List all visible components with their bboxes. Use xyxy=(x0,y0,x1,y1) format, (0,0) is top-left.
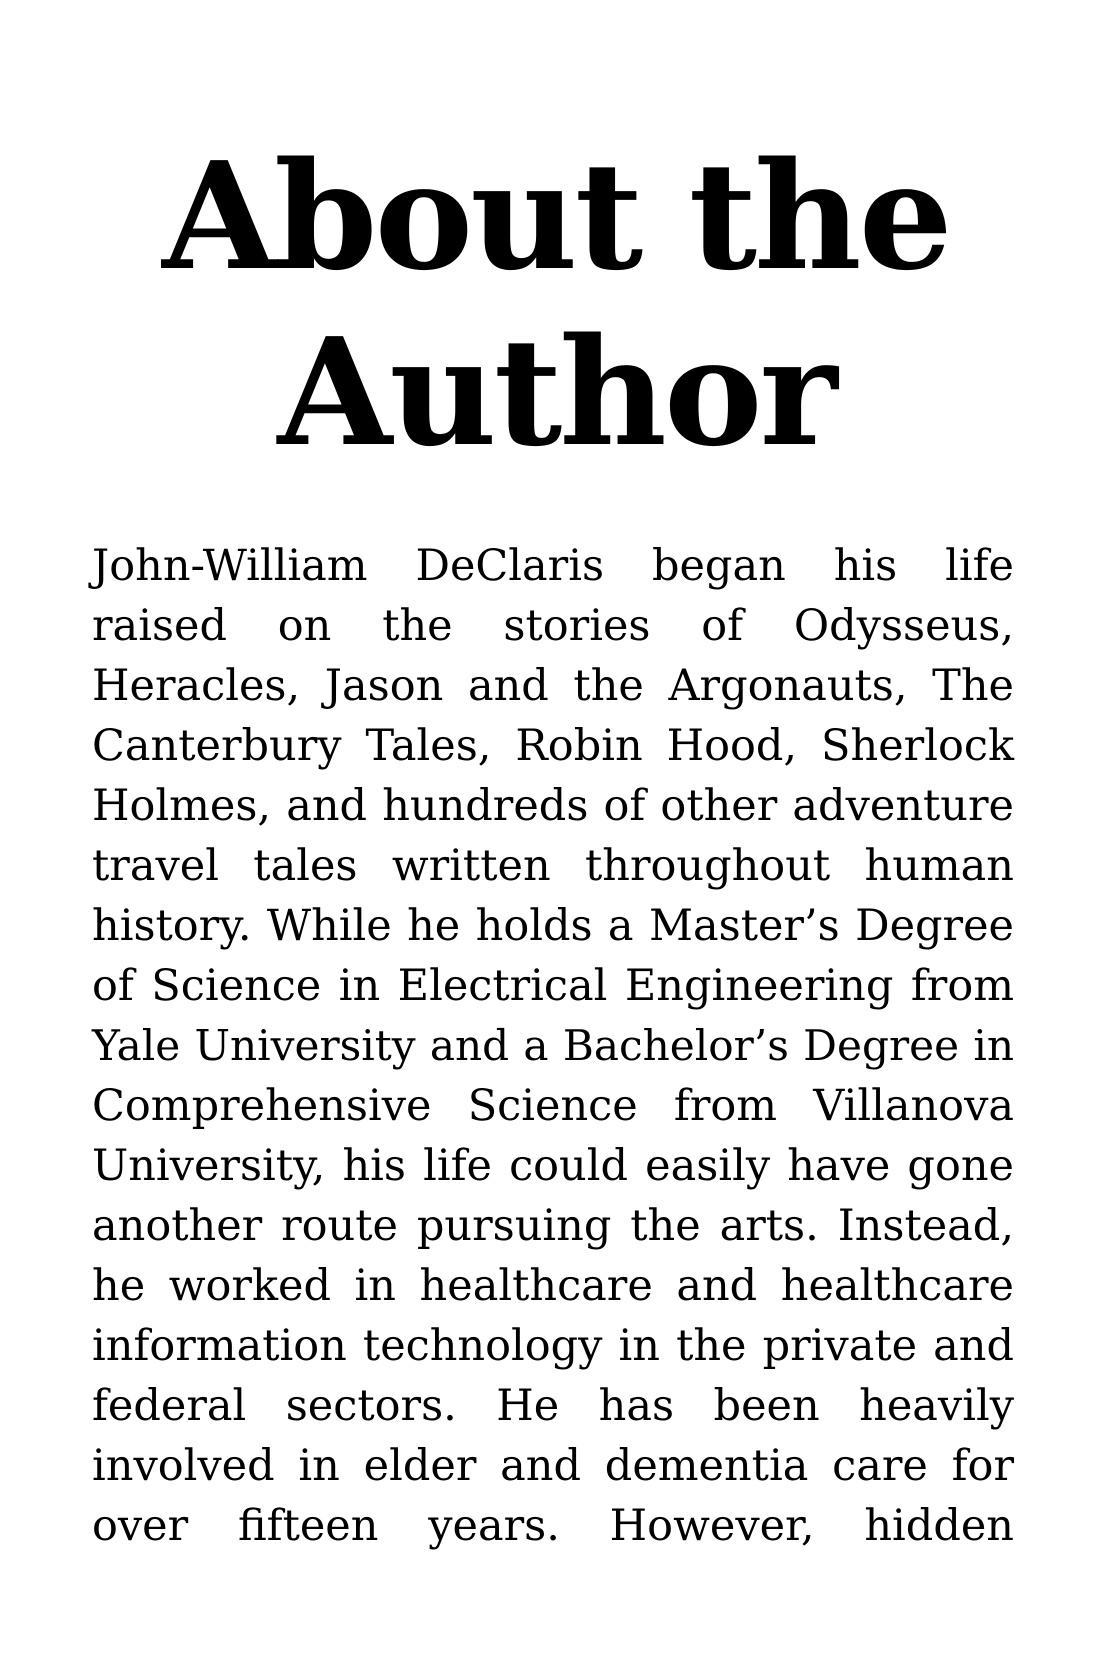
body-line: Holmes, and hundreds of other adventure xyxy=(92,781,1014,831)
body-line: of Science in Electrical Engineering from xyxy=(92,961,1014,1011)
body-line: he worked in healthcare and healthcare xyxy=(92,1261,1014,1311)
body-line: federal sectors. He has been heavily xyxy=(92,1381,1014,1431)
body-line: Canterbury Tales, Robin Hood, Sherlock xyxy=(92,721,1014,771)
body-line: over fifteen years. However, hidden xyxy=(92,1501,1014,1551)
body-line: information technology in the private and xyxy=(92,1321,1014,1371)
body-line: another route pursuing the arts. Instead, xyxy=(92,1201,1014,1251)
body-line: John-William DeClaris began his life xyxy=(92,541,1014,591)
page-title xyxy=(0,128,1112,480)
body-line: raised on the stories of Odysseus, xyxy=(92,601,1014,651)
body-line: Comprehensive Science from Villanova xyxy=(92,1081,1014,1131)
title-line-2: Author xyxy=(277,305,835,479)
body-line: history. While he holds a Master’s Degree xyxy=(92,901,1014,951)
body-line: Yale University and a Bachelor’s Degree in xyxy=(92,1021,1014,1070)
body-line: Heracles, Jason and the Argonauts, The xyxy=(92,661,1014,711)
body-line: involved in elder and dementia care for xyxy=(92,1441,1014,1491)
title-line-1: About the xyxy=(162,129,950,303)
body-line: University, his life could easily have gone xyxy=(92,1141,1014,1191)
body-line: travel tales written throughout human xyxy=(92,841,1014,891)
author-bio-paragraph xyxy=(92,536,1014,1556)
